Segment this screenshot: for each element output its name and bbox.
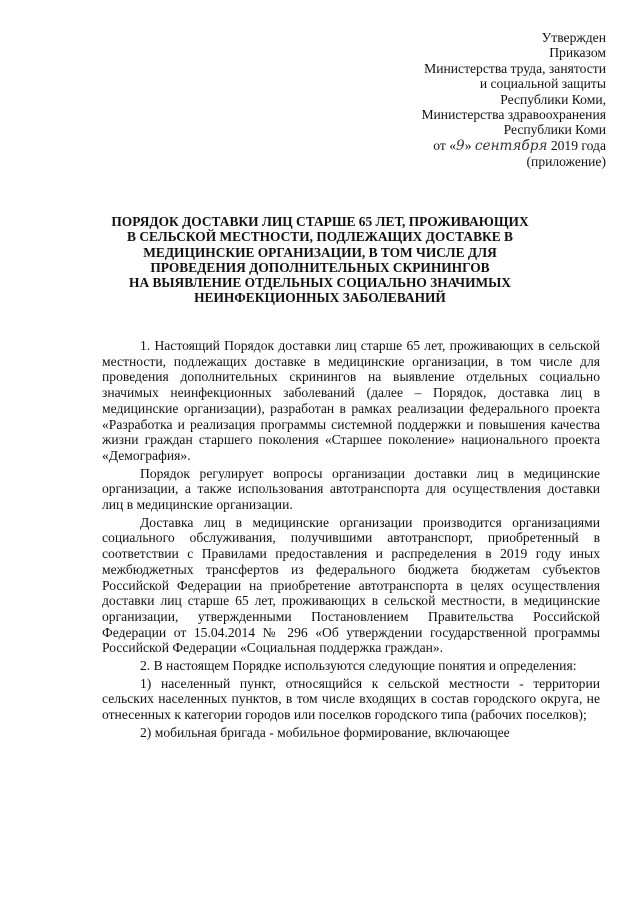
document-body — [102, 338, 600, 743]
approval-date: от «9» сентября 2019 года — [433, 137, 606, 154]
approval-line: Утвержден — [541, 30, 606, 45]
approval-line: Министерства здравоохранения — [421, 107, 606, 123]
approval-line: Республики Коми, — [500, 91, 606, 107]
approval-line: и социальной защиты — [479, 76, 606, 92]
title-line: ПРОВЕДЕНИЯ ДОПОЛНИТЕЛЬНЫХ СКРИНИНГОВ — [150, 259, 490, 275]
approval-line: Приказом — [549, 45, 606, 61]
appendix-note: (приложение) — [526, 154, 606, 170]
approval-block — [421, 30, 606, 170]
paragraph: 2) мобильная бригада - мобильное формирование, включающее — [140, 724, 510, 740]
title-line: МЕДИЦИНСКИЕ ОРГАНИЗАЦИИ, В ТОМ ЧИСЛЕ ДЛЯ — [143, 244, 497, 260]
paragraph: 1) населенный пункт, относящийся к сельской местности - территории сельских населенных пунктов, в том числе входящих в состав городского округа, не отнесенных к категории городов или поселков городского типа (рабочих поселков); — [102, 675, 600, 723]
title-line: НА ВЫЯВЛЕНИЕ ОТДЕЛЬНЫХ СОЦИАЛЬНО ЗНАЧИМЫХ — [129, 275, 511, 291]
title-line: НЕИНФЕКЦИОННЫХ ЗАБОЛЕВАНИЙ — [194, 290, 446, 306]
paragraph: Доставка лиц в медицинские организации производится организациями социального обслуживания, получившими автотранспорт, приобретенный в соответствии с Правилами предоставления и распределения в 2019 году иных межбюджетных трансфертов из федерального бюджета бюджетам субъектов Российской Федерации на приобретение автотранспорта в целях осуществления доставки лиц старше 65 лет, проживающих в сельской местности, в медицинские организации, утвержденными Постановлением Правительства Российской Федерации от 15.04.2014 № 296 «Об утверждении государственной программы Российской Федерации «Социальная поддержка граждан». — [102, 514, 600, 656]
approval-line: Республики Коми — [503, 122, 606, 138]
document-title — [60, 214, 580, 306]
handwritten-month: сентября — [474, 137, 548, 154]
paragraph: 2. В настоящем Порядке используются следующие понятия и определения: — [140, 658, 577, 674]
title-line: ПОРЯДОК ДОСТАВКИ ЛИЦ СТАРШЕ 65 ЛЕТ, ПРОЖИВАЮЩИХ — [111, 214, 529, 229]
title-line: В СЕЛЬСКОЙ МЕСТНОСТИ, ПОДЛЕЖАЩИХ ДОСТАВКЕ В — [127, 229, 513, 245]
paragraph: 1. Настоящий Порядок доставки лиц старше 65 лет, проживающих в сельской местности, подлежащих доставке в медицинские организации, в том числе для проведения дополнительных скринингов на выявление отдельных социально значимых неинфекционных заболеваний (далее – Порядок, доставка лиц в медицинские организации), разработан в рамках реализации федерального проекта «Разработка и реализация программы системной поддержки и повышения качества жизни граждан старшего поколения «Старшее поколение» национального проекта «Демография». — [102, 338, 600, 463]
paragraph: Порядок регулирует вопросы организации доставки лиц в медицинские организации, а также использования автотранспорта для осуществления доставки лиц в медицинские организации. — [102, 465, 600, 513]
approval-line: Министерства труда, занятости — [424, 60, 606, 76]
handwritten-day: 9 — [456, 137, 465, 154]
